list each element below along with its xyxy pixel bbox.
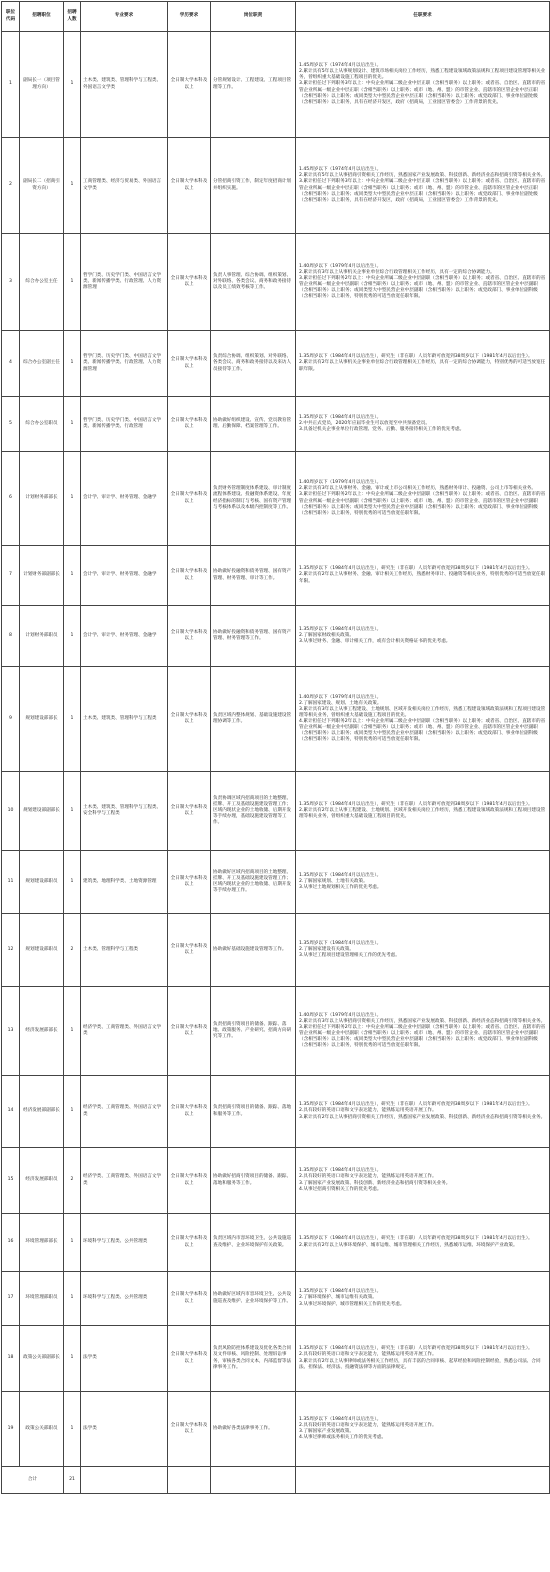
req-line: 1.35周岁以下（1984年4月以后出生），研究生（非在职）人员年龄可放宽到38周岁以下（1981年4月以后出生）。: [299, 1346, 533, 1352]
req-line: 3.累计担任过下列职务3年以上：中央企业所属二级企业中层正职（含相当职务）以上职务；或者省、自治区、直辖市的省管企业所属一级企业中层正职（含相当职务）以上职务；或市（地、州、盟）的市管企业、直辖市的区管企业中层正职（含相当职务）以上职务；或同类型大中型民营企业中层正职（含相当职务）以上职务；或党政部门、事业单位副处级（含相当职务）以上职务，具有在经济开发区，政府（招商局，工业园区管委会）工作背景的优先。: [299, 81, 546, 105]
cell-major: 土木类、建筑类、管理科学与工程类、安全科学与工程类: [81, 772, 168, 851]
cell-edu: 全日制大学本科及以上: [168, 606, 211, 667]
req-line: 1.35周岁以下（1984年4月以后出生），研究生（非在职）人员年龄可放宽到38周岁以下（1981年4月以后出生）。: [299, 354, 533, 360]
cell-edu: 全日制大学本科及以上: [168, 1214, 211, 1272]
req-line: 2.累计具有2年以上从事工程建设、土地规划、区域开发相关岗位工作经历，熟悉工程建设领域政策法规和工程项目建设管理等相关业务，曾组织重大基础设施工程项目的优先。: [299, 807, 546, 820]
table-row: [2, 987, 550, 1076]
table-row: [2, 1214, 550, 1272]
footer-empty-cell: [211, 1467, 296, 1494]
cell-title: 规划建设部部长: [20, 667, 64, 772]
cell-req: [296, 32, 550, 138]
req-line: 2.累计具有2年以上从事环境保护、城市运维、城市管理相关工作经历，熟悉城市运维、环境保护产业政策。: [299, 1242, 518, 1248]
cell-req: [296, 772, 550, 851]
req-line: 3.从事过环境保护、城市管理相关工作的优先考虑。: [299, 1301, 405, 1307]
cell-major: 法学类: [81, 1392, 168, 1467]
cell-edu: 全日制大学本科及以上: [168, 138, 211, 234]
header-duty: 岗位职责: [211, 2, 296, 32]
req-line: 4.从事过招商引资相关工作的优先考虑。: [299, 1186, 382, 1192]
cell-code: 7: [2, 546, 20, 606]
table-row: [2, 32, 550, 138]
req-line: 3.累计具有3年以上从事工程建设、土地规划、区域开发相关岗位工作经历，熟悉工程建设领域政策法规和工程项目建设管理等相关业务，曾组织重大基础设施工程项目的优先。: [299, 706, 546, 718]
req-line: 2.了解国家建设、规划、土地有关政策。: [299, 700, 382, 706]
req-line: 1.35周岁以下（1984年4月以后出生）。: [299, 872, 382, 878]
cell-edu: 全日制大学本科及以上: [168, 1272, 211, 1326]
cell-major: 土木类、建筑类、管理科学与工程类、外国语言文学类: [81, 32, 168, 138]
cell-title: 规划建设部副部长: [20, 772, 64, 851]
cell-major: 会计学、审计学、财务管理、金融学: [81, 452, 168, 546]
cell-title: 计划财务部部长: [20, 452, 64, 546]
req-line: 4.累计担任过下列职务2年以上：中央企业所属二级企业中层副职（含相当职务）以上职务；或者省、自治区、直辖市的省管企业所属一级企业中层副职（含相当职务）以上职务；或市（地、州、盟）的市管企业、直辖市的区管企业中层副职（含相当职务）以上职务；或同类型大中型民营企业中层副职（含相当职务）以上职务；或党政部门、事业单位副科级（含相当职务）以上职务，特别优秀的可适当放宽任职年限。: [299, 719, 546, 743]
req-line: 3.累计担任过下列职务2年以上：中央企业所属二级企业中层副职（含相当职务）以上职务；或者省、自治区、直辖市的省管企业所属一级企业中层副职（含相当职务）以上职务；或市（地、州、盟）的市管企业、直辖市的区管企业中层副职（含相当职务）以上职务；或同类型大中型民营企业中层副职（含相当职务）以上职务；或党政部门、事业单位副科级（含相当职务）以上职务，特别优秀的可适当放宽任职年限。: [299, 275, 546, 300]
cell-duty: 负责区域内整体规划、基础设施建设管理协调等工作。: [211, 667, 296, 772]
cell-duty: 负责财务管理制度体系建设、审计制度流程体系建设、投融资体系建设、年度经济指标的制订与考核、国有资产管理与考核体系以及本级内控制度等工作。: [211, 452, 296, 546]
table-row: [2, 914, 550, 987]
cell-major: 经济学类、工商管理类、外国语言文学类: [81, 1076, 168, 1148]
req-line: 1.40周岁以下（1979年4月以后出生）。: [299, 263, 382, 269]
cell-edu: 全日制大学本科及以上: [168, 851, 211, 914]
cell-duty: 协助做好基础设施建设管理等工作。: [211, 914, 296, 987]
cell-duty: 负责人事管理、综合协调、组织策划、对外联络、各类会议、商务和政务接待以及员工绩效考核等工作。: [211, 234, 296, 331]
cell-duty: 协助做好投融资和债务管理、国有资产管理、财务管理等工作。: [211, 606, 296, 667]
cell-title: 经济发展部副部长: [20, 1076, 64, 1148]
cell-duty: 协助做好各类法律事务工作。: [211, 1392, 296, 1467]
cell-count: 1: [64, 987, 81, 1076]
cell-edu: 全日制大学本科及以上: [168, 772, 211, 851]
req-line: 2.具有较好的英语口语和文字表达能力，能熟练运用英语开展工作。: [299, 1352, 437, 1358]
cell-code: 11: [2, 851, 20, 914]
cell-req: [296, 1076, 550, 1148]
recruitment-table: [1, 1, 550, 1494]
req-line: 2.具有较好的英语口语和文字表达能力，能熟练运用英语开展工作。: [299, 1422, 437, 1428]
req-line: 3.从事过财务、金融、审计相关工作，或有会计相关资格证书的优先考虑。: [299, 639, 451, 645]
table-row: [2, 452, 550, 546]
footer-total: 21: [64, 1467, 81, 1494]
req-line: 1.40周岁以下（1979年4月以后出生）。: [299, 480, 382, 486]
table-footer-row: [2, 1467, 550, 1494]
header-major: 专业要求: [81, 2, 168, 32]
cell-code: 1: [2, 32, 20, 138]
cell-count: 1: [64, 1392, 81, 1467]
req-line: 3.累计担任过下列职务3年以上：中央企业所属二级企业中层正职（含相当职务）以上职务；或者省、自治区、直辖市的省管企业所属一级企业中层正职（含相当职务）以上职务；或市（地、州、盟）的市管企业、直辖市的区管企业中层正职（含相当职务）以上职务；或同类型大中型民营企业中层正职（含相当职务）以上职务；或党政部门、事业单位副处级（含相当职务）以上职务，具有在经济开发区，政府（招商局，工业园区管委会）工作背景的优先。: [299, 179, 546, 203]
cell-duty: 负责招商引资项目的储备、跟踪、落地、政策服务、产业研究、招商方向研究等工作。: [211, 987, 296, 1076]
req-line: 2.具有较好的英语口语和文字表达能力，能熟练运用英语开展工作。: [299, 1108, 437, 1114]
cell-title: 计划财务部副部长: [20, 546, 64, 606]
footer-empty-cell: [296, 1467, 550, 1494]
cell-major: 哲学门类、历史学门类、中国语言文学类、新闻传播学类、行政管理: [81, 397, 168, 452]
cell-code: 10: [2, 772, 20, 851]
cell-duty: 协助做好招商引资项目的储备、跟踪、落地和服务等工作。: [211, 1148, 296, 1214]
req-line: 2.累计具有5年以上从事规划设计、建筑市场相关岗位工作经历，熟悉工程建设领域政策法规和工程项目建设管理等相关业务，曾组织重大基础设施工程项目的优先。: [299, 69, 546, 81]
table-row: [2, 1076, 550, 1148]
cell-req: [296, 1392, 550, 1467]
req-line: 1.35周岁以下（1984年4月以后出生），研究生（非在职）人员年龄可放宽到38周岁以下（1981年4月以后出生）。: [299, 1236, 533, 1242]
cell-title: 综合办公室职员: [20, 397, 64, 452]
req-line: 1.35周岁以下（1984年4月以后出生），研究生（非在职）人员年龄可放宽到38周岁以下（1981年4月以后出生）。: [299, 801, 533, 807]
cell-title: 计划财务部职员: [20, 606, 64, 667]
cell-code: 19: [2, 1392, 20, 1467]
cell-edu: 全日制大学本科及以上: [168, 452, 211, 546]
table-row: [2, 1148, 550, 1214]
req-line: 3.累计具有2年以上从事招商引资相关工作经历，熟悉国家产业发展政策、科技创新、新经济业态和招商引资等相关业务。: [299, 1114, 546, 1120]
table-row: [2, 1392, 550, 1467]
cell-duty: 负责综合协调、组织策划、对外联络、各类会议、商务和政务接待以及来访人员接待等工作。: [211, 331, 296, 397]
req-line: 1.40周岁以下（1979年4月以后出生）。: [299, 694, 382, 700]
req-line: 1.35周岁以下（1984年4月以后出生）。: [299, 1416, 382, 1422]
cell-req: [296, 452, 550, 546]
cell-major: 经济学类、工商管理类、外国语言文学类: [81, 1148, 168, 1214]
cell-major: 经济学类、工商管理类、外国语言文学类: [81, 987, 168, 1076]
header-req: 任职要求: [296, 2, 550, 32]
table-row: [2, 606, 550, 667]
cell-code: 14: [2, 1076, 20, 1148]
req-line: 1.35周岁以下（1984年4月以后出生），研究生（非在职）人员年龄可放宽到38周岁以下（1981年4月以后出生）。: [299, 1102, 533, 1108]
table-row: [2, 234, 550, 331]
cell-major: 会计学、审计学、财务管理、金融学: [81, 606, 168, 667]
table-row: [2, 1272, 550, 1326]
cell-title: 政策公关部职员: [20, 1392, 64, 1467]
cell-req: [296, 331, 550, 397]
cell-code: 17: [2, 1272, 20, 1326]
cell-req: [296, 1272, 550, 1326]
cell-title: 环境管理部职员: [20, 1272, 64, 1326]
cell-duty: 协助做好区域内招商项目的土地整理、挂牌、开工及基础设施建设管理工作；区域内现状企业的土地收储、后期开发等手续办理工作。: [211, 851, 296, 914]
req-line: 1.45周岁以下（1974年4月以后出生）。: [299, 63, 382, 69]
cell-duty: 负责协调区域内招商项目的土地整理、挂牌、开工及基础设施建设管理工作；区域内现状企业的土地收储、后期开发等手续办理，基础设施建设管理等工作。: [211, 772, 296, 851]
req-line: 2.累计具有3年以上从事招商引资相关工作经历，熟悉国家产业发展政策、科技创新、新经济业态和招商引资等相关业务。: [299, 1018, 546, 1024]
req-line: 2.累计具有5年以上从事招商引资相关工作经历，熟悉国家产业发展政策、科技创新、新经济业态和招商引资等相关业务。: [299, 173, 546, 179]
table-body: [2, 32, 550, 1494]
cell-edu: 全日制大学本科及以上: [168, 1392, 211, 1467]
table-row: [2, 667, 550, 772]
cell-code: 2: [2, 138, 20, 234]
cell-edu: 全日制大学本科及以上: [168, 914, 211, 987]
req-line: 1.35周岁以下（1984年4月以后出生）。: [299, 1168, 382, 1174]
cell-req: [296, 1326, 550, 1392]
cell-count: 2: [64, 1148, 81, 1214]
table-row: [2, 1326, 550, 1392]
cell-major: 土木类、管理科学与工程类: [81, 914, 168, 987]
cell-count: 1: [64, 546, 81, 606]
cell-code: 4: [2, 331, 20, 397]
footer-label: 合计: [2, 1467, 64, 1494]
cell-code: 15: [2, 1148, 20, 1214]
cell-req: [296, 138, 550, 234]
cell-duty: 协助做好区域内市容环境卫生、公共设施巡查及维护、企业环境保护等工作。: [211, 1272, 296, 1326]
cell-title: 经济发展部部长: [20, 987, 64, 1076]
cell-count: 1: [64, 851, 81, 914]
cell-code: 5: [2, 397, 20, 452]
table-row: [2, 138, 550, 234]
cell-edu: 全日制大学本科及以上: [168, 546, 211, 606]
cell-title: 综合办公室主任: [20, 234, 64, 331]
cell-code: 8: [2, 606, 20, 667]
req-line: 1.40周岁以下（1979年4月以后出生）。: [299, 1012, 382, 1018]
req-line: 1.35周岁以下（1984年4月以后出生）。: [299, 940, 382, 946]
req-line: 4.从事过律师或法务相关工作的优先考虑。: [299, 1435, 387, 1441]
cell-title: 副局长一（项目管理方向）: [20, 32, 64, 138]
cell-req: [296, 1148, 550, 1214]
cell-code: 12: [2, 914, 20, 987]
req-line: 2.累计具有3年以上从事财务、金融、审计或上市公司相关工作经历，熟悉财务审计、投融资、公司上市等相关业务。: [299, 486, 536, 492]
footer-empty-cell: [168, 1467, 211, 1494]
cell-title: 规划建设部职员: [20, 914, 64, 987]
cell-req: [296, 851, 550, 914]
req-line: 3.从事过工程项目建设管理相关工作的优先考虑。: [299, 953, 400, 959]
req-line: 2.了解国家财政相关政策。: [299, 632, 354, 638]
cell-edu: 全日制大学本科及以上: [168, 1326, 211, 1392]
cell-code: 3: [2, 234, 20, 331]
table-row: [2, 772, 550, 851]
cell-count: 1: [64, 772, 81, 851]
cell-count: 1: [64, 234, 81, 331]
cell-req: [296, 234, 550, 331]
req-line: 2.了解国家建设有关政策。: [299, 946, 354, 952]
req-line: 2.中共正式党员，2020年应届毕业生可以放宽至中共预备党员。: [299, 420, 430, 426]
cell-edu: 全日制大学本科及以上: [168, 1076, 211, 1148]
req-line: 2.具有较好的英语口语和文字表达能力，能熟练运用英语开展工作。: [299, 1174, 437, 1180]
cell-edu: 全日制大学本科及以上: [168, 397, 211, 452]
cell-code: 18: [2, 1326, 20, 1392]
cell-duty: 分管规划设计、工程建设、工程项目管理等工作。: [211, 32, 296, 138]
req-line: 1.35周岁以下（1984年4月以后出生）。: [299, 414, 382, 420]
cell-count: 1: [64, 1326, 81, 1392]
req-line: 1.35周岁以下（1984年4月以后出生），研究生（非在职）人员年龄可放宽到38周岁以下（1981年4月以后出生）。: [299, 566, 533, 572]
req-line: 3.累计具有2年以上从事律师或法务相关工作经历，具有丰富的合同审核、起草经验和风险控制经验，熟悉公司法、合同法、担保法、经济法、投融资法律等方面的法律规定。: [299, 1358, 541, 1370]
cell-count: 1: [64, 667, 81, 772]
cell-edu: 全日制大学本科及以上: [168, 987, 211, 1076]
header-title: 招聘职位: [20, 2, 64, 32]
cell-duty: 负责区域内市容环境卫生、公共设施巡查及维护、企业环境保护有关政策。: [211, 1214, 296, 1272]
cell-title: 副局长二（招商引资方向）: [20, 138, 64, 234]
cell-count: 1: [64, 138, 81, 234]
cell-count: 1: [64, 397, 81, 452]
req-line: 3.了解国家产业发展政策。: [299, 1429, 354, 1434]
req-line: 2.累计具有2年以上从事财务、金融、审计相关工作经历，熟悉财务审计、投融资等相关业务，特别优秀的可适当放宽任职年限。: [299, 572, 546, 584]
req-line: 2.了解环境保护、城市运维有关政策。: [299, 1295, 377, 1301]
cell-req: [296, 667, 550, 772]
cell-major: 环境科学与工程类、公共管理类: [81, 1214, 168, 1272]
cell-title: 综合办公室副主任: [20, 331, 64, 397]
req-line: 3.了解国家产业发展政策、科技创新、新经济业态和招商引资等相关业务。: [299, 1180, 451, 1186]
cell-code: 13: [2, 987, 20, 1076]
cell-count: 1: [64, 606, 81, 667]
cell-code: 16: [2, 1214, 20, 1272]
cell-count: 2: [64, 914, 81, 987]
cell-count: 1: [64, 1272, 81, 1326]
cell-count: 1: [64, 1076, 81, 1148]
cell-edu: 全日制大学本科及以上: [168, 1148, 211, 1214]
cell-major: 法学类: [81, 1326, 168, 1392]
cell-edu: 全日制大学本科及以上: [168, 32, 211, 138]
req-line: 2.了解国家规划、土地有关政策。: [299, 878, 368, 884]
cell-duty: 负责风险防控体系建设及优化各类合同及文件审核、风险控制、处理诉讼事务，审核各类合同文本，内部监督等法律事务工作。: [211, 1326, 296, 1392]
cell-req: [296, 1214, 550, 1272]
cell-duty: 负责招商引资项目的储备、跟踪、落地和服务等工作。: [211, 1076, 296, 1148]
cell-duty: 协助做好投融资和债务管理、国有资产管理、财务管理、审计等工作。: [211, 546, 296, 606]
req-line: 3.具备过机关企事业单位行政管理、党务、后勤、服务接待相关工作的优先考虑。: [299, 427, 465, 433]
req-line: 3.累计担任过下列职务2年以上：中央企业所属二级企业中层副职（含相当职务）以上职务；或者省、自治区、直辖市的省管企业所属一级企业中层副职（含相当职务）以上职务；或市（地、州、盟）的市管企业、直辖市的区管企业中层副职（含相当职务）以上职务；或同类型大中型民营企业中层副职（含相当职务）以上职务；或党政部门、事业单位副科级（含相当职务）以上职务，特别优秀的可适当放宽任职年限。: [299, 1024, 546, 1049]
cell-major: 会计学、审计学、财务管理、金融学: [81, 546, 168, 606]
footer-empty-cell: [81, 1467, 168, 1494]
req-line: 1.45周岁以下（1974年4月以后出生）。: [299, 167, 382, 173]
cell-req: [296, 397, 550, 452]
cell-major: 建筑类、地理科学类、土地资源管理: [81, 851, 168, 914]
cell-edu: 全日制大学本科及以上: [168, 331, 211, 397]
table-row: [2, 331, 550, 397]
cell-req: [296, 606, 550, 667]
cell-edu: 全日制大学本科及以上: [168, 234, 211, 331]
req-line: 3.累计担任过下列职务2年以上：中央企业所属二级企业中层副职（含相当职务）以上职务；或者省、自治区、直辖市的省管企业所属一级企业中层副职（含相当职务）以上职务；或市（地、州、盟）的市管企业、直辖市的区管企业中层副职（含相当职务）以上职务；或同类型大中型民营企业中层副职（含相当职务）以上职务；或党政部门、事业单位副科级（含相当职务）以上职务，特别优秀的可适当放宽任职年限。: [299, 492, 546, 516]
cell-title: 经济发展部职员: [20, 1148, 64, 1214]
cell-req: [296, 914, 550, 987]
cell-count: 1: [64, 331, 81, 397]
req-line: 1.35周岁以下（1984年4月以后出生）。: [299, 626, 382, 632]
header-edu: 学历要求: [168, 2, 211, 32]
table-row: [2, 851, 550, 914]
cell-title: 规划建设部职员: [20, 851, 64, 914]
cell-major: 土木类、建筑类、管理科学与工程类: [81, 667, 168, 772]
cell-count: 1: [64, 452, 81, 546]
cell-count: 1: [64, 32, 81, 138]
cell-code: 9: [2, 667, 20, 772]
cell-edu: 全日制大学本科及以上: [168, 667, 211, 772]
table-row: [2, 397, 550, 452]
cell-major: 工商管理类、经济与贸易类、外国语言文学类: [81, 138, 168, 234]
cell-title: 政策公关部副部长: [20, 1326, 64, 1392]
req-line: 1.35周岁以下（1984年4月以后出生）。: [299, 1289, 382, 1295]
req-line: 3.从事过土地规划相关工作的优先考虑。: [299, 885, 382, 891]
req-line: 2.累计具有2年以上从事机关企事业单位综合行政管理相关工作经历，具有一定的综合协调能力，特别优秀的可适当放宽任职年限。: [299, 360, 546, 372]
cell-major: 哲学门类、历史学门类、中国语言文学类、新闻传播学类、行政管理、人力资源管理: [81, 234, 168, 331]
cell-duty: 协助做好组织建设、宣传、党员教育管理、后勤保障、档案管理等工作。: [211, 397, 296, 452]
header-count: 招聘人数: [64, 2, 81, 32]
table-header-row: [2, 2, 550, 32]
cell-title: 环境管理部部长: [20, 1214, 64, 1272]
table-row: [2, 546, 550, 606]
cell-code: 6: [2, 452, 20, 546]
cell-req: [296, 546, 550, 606]
cell-count: 1: [64, 1214, 81, 1272]
cell-major: 哲学门类、历史学门类、中国语言文学类、新闻传播学类、行政管理、人力资源管理: [81, 331, 168, 397]
header-code: 职位代码: [2, 2, 20, 32]
cell-duty: 分管招商引资工作，制定年度招商计划并组织实施。: [211, 138, 296, 234]
cell-major: 环境科学与工程类、公共管理类: [81, 1272, 168, 1326]
req-line: 2.累计具有3年以上从事机关企事业单位综合行政管理相关工作经历，具有一定的综合协调能力。: [299, 269, 495, 275]
cell-req: [296, 987, 550, 1076]
